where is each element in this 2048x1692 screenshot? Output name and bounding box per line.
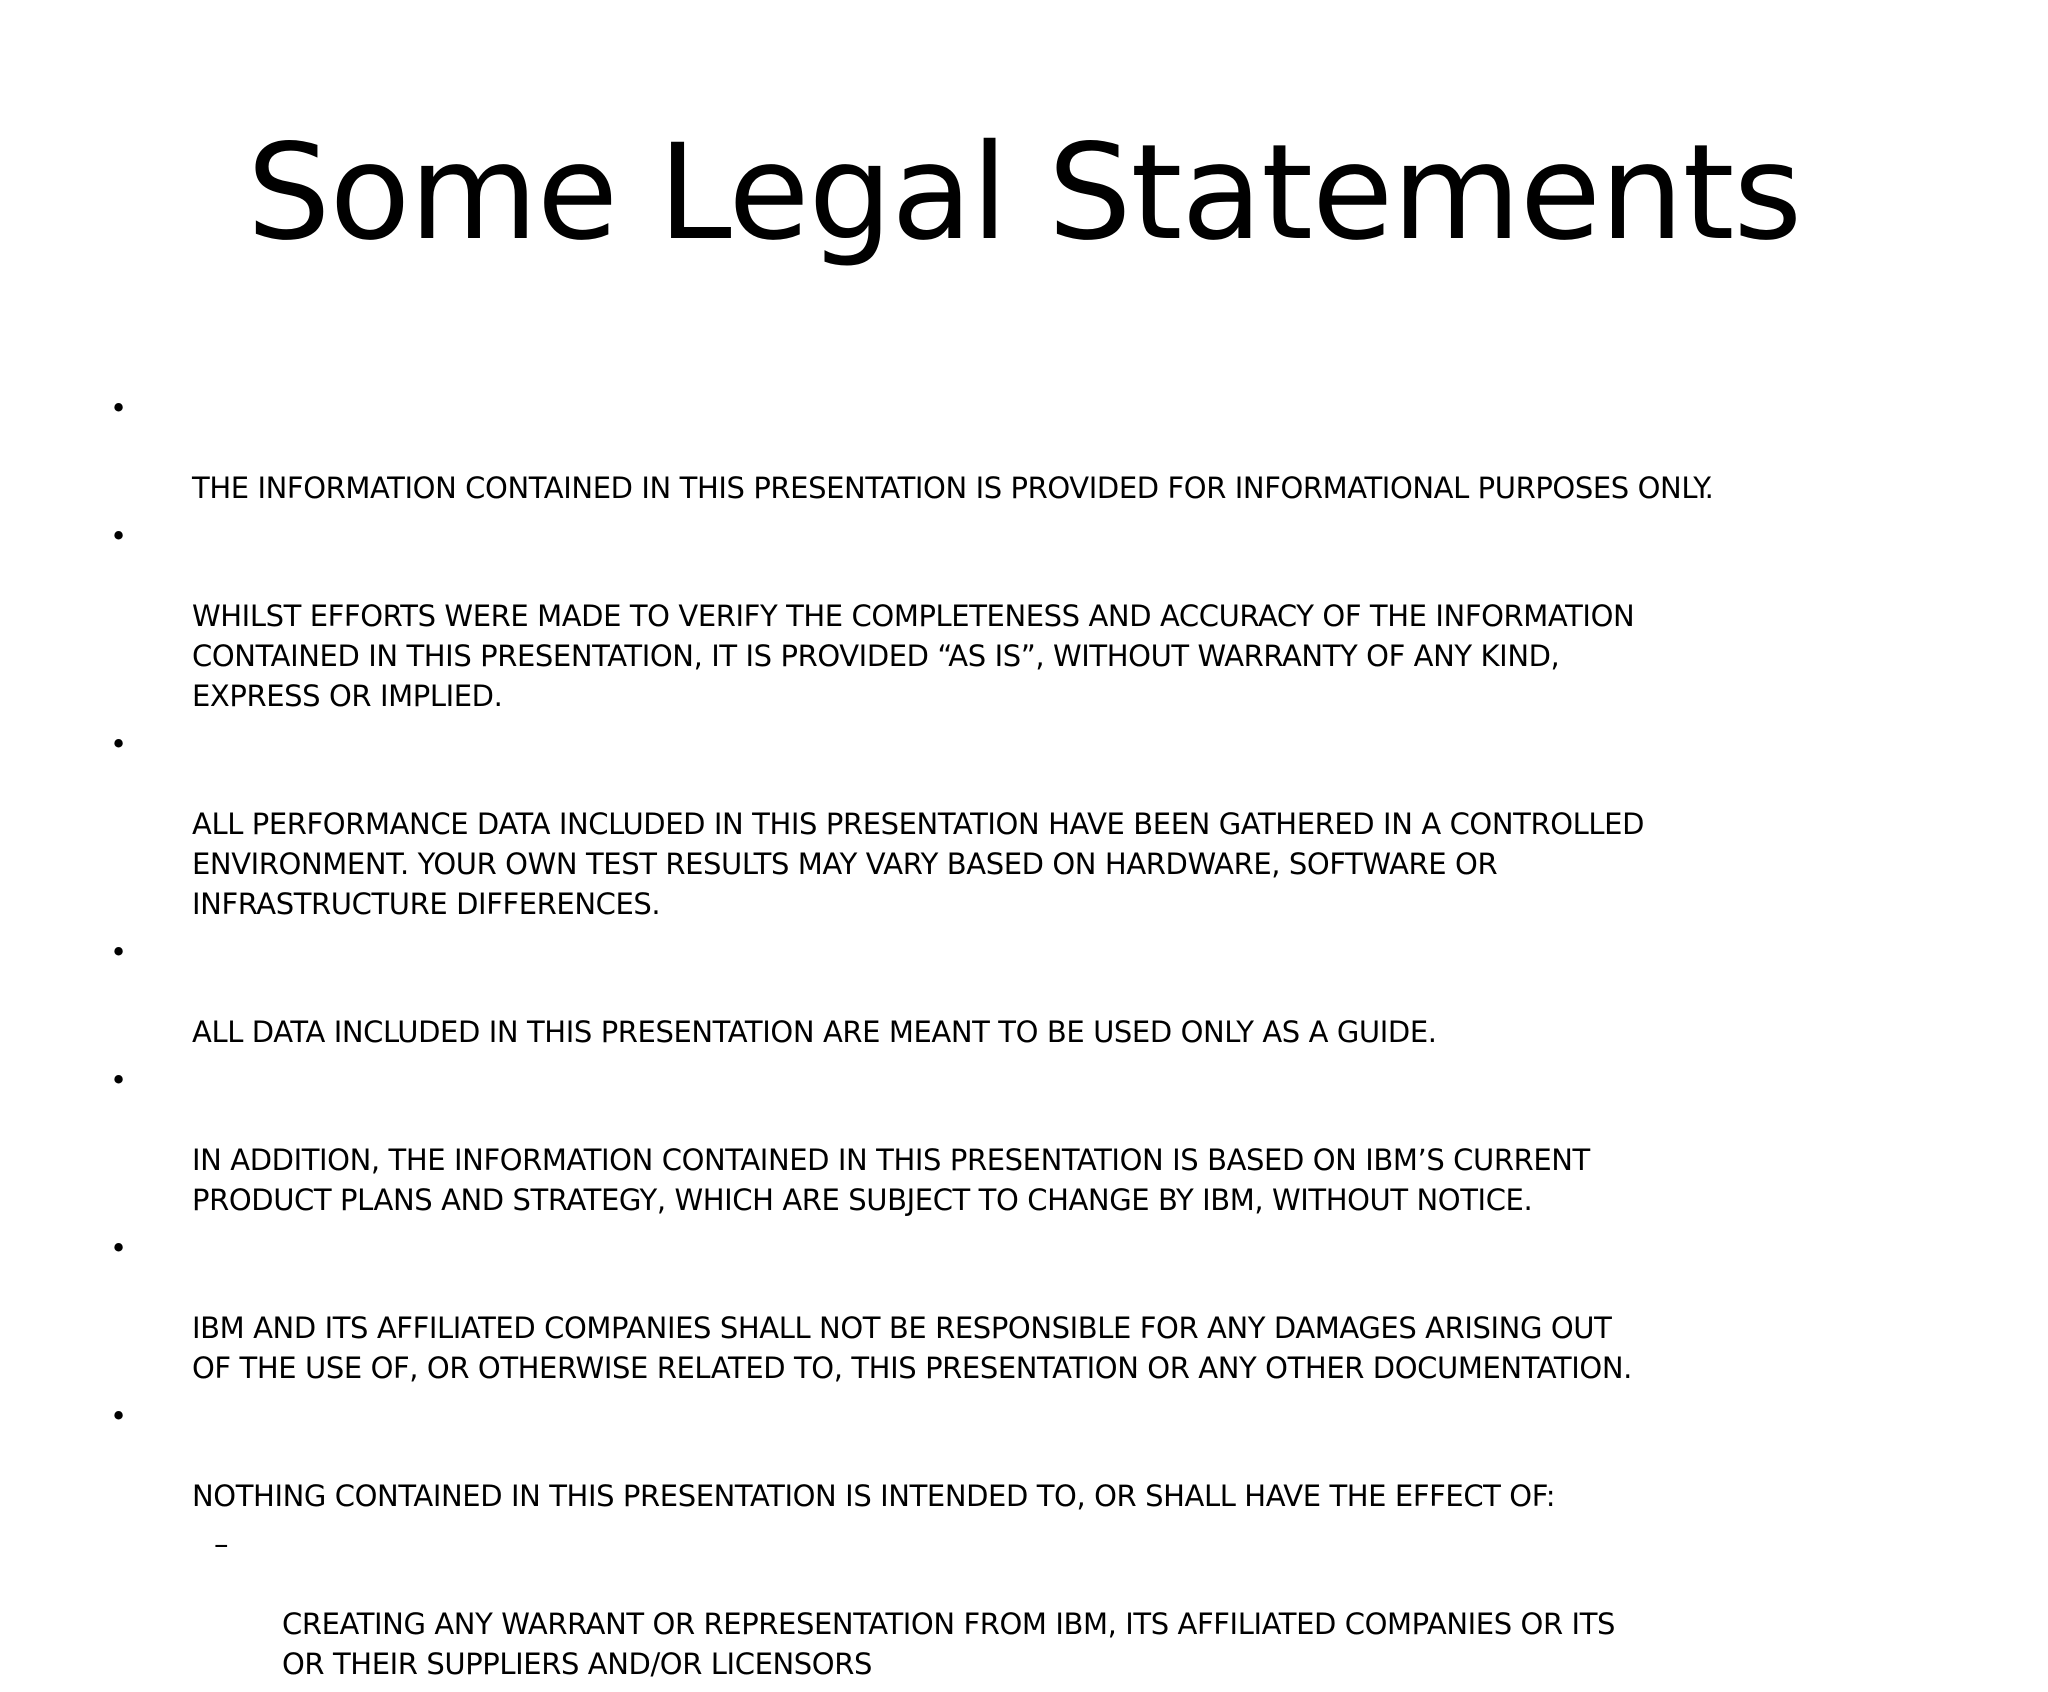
bullet-marker: • [110,1231,127,1265]
sub-bullet-marker: – [214,1527,229,1561]
bullet-text: WHILST EFFORTS WERE MADE TO VERIFY THE COMPLETENESS AND ACCURACY OF THE INFORMATION CONTAINED IN THIS PRESENTATION, IT IS PROVIDED “AS IS”, WITHOUT WARRANTY OF ANY KIND, EXPRESS OR IMPLIED. [192,599,1635,713]
bullet-marker: • [110,519,127,553]
bullet-marker: • [110,935,127,969]
bullet-text: THE INFORMATION CONTAINED IN THIS PRESENTATION IS PROVIDED FOR INFORMATIONAL PURPOSES ONLY. [192,471,1714,505]
bullet-text: ALL PERFORMANCE DATA INCLUDED IN THIS PRESENTATION HAVE BEEN GATHERED IN A CONTROLLED ENVIRONMENT. YOUR OWN TEST RESULTS MAY VARY BASED ON HARDWARE, SOFTWARE OR INFRASTRUCTURE DIFFERENCES. [192,807,1644,921]
bullet-item [110,388,1810,508]
bullet-item [110,1396,1810,1516]
bullet-text: ALL DATA INCLUDED IN THIS PRESENTATION ARE MEANT TO BE USED ONLY AS A GUIDE. [192,1015,1437,1049]
bullet-item [110,516,1810,716]
sub-bullet-item [110,1524,1810,1684]
bullet-marker: • [110,727,127,761]
bullet-item [110,724,1810,924]
bullet-text: IBM AND ITS AFFILIATED COMPANIES SHALL NOT BE RESPONSIBLE FOR ANY DAMAGES ARISING OUT OF THE USE OF, OR OTHERWISE RELATED TO, THIS PRESENTATION OR ANY OTHER DOCUMENTATION. [192,1311,1632,1385]
bullet-text: NOTHING CONTAINED IN THIS PRESENTATION IS INTENDED TO, OR SHALL HAVE THE EFFECT OF: [192,1479,1556,1513]
bullet-marker: • [110,391,127,425]
sub-bullet-text: CREATING ANY WARRANT OR REPRESENTATION FROM IBM, ITS AFFILIATED COMPANIES OR ITS OR THEIR SUPPLIERS AND/OR LICENSORS [282,1607,1616,1681]
bullet-item [110,1228,1810,1388]
bullet-marker: • [110,1399,127,1433]
slide-body [110,388,1810,1692]
bullet-text: IN ADDITION, THE INFORMATION CONTAINED IN THIS PRESENTATION IS BASED ON IBM’S CURRENT PRODUCT PLANS AND STRATEGY, WHICH ARE SUBJECT TO CHANGE BY IBM, WITHOUT NOTICE. [192,1143,1590,1217]
bullet-item [110,932,1810,1052]
bullet-item [110,1060,1810,1220]
bullet-marker: • [110,1063,127,1097]
slide-title: Some Legal Statements [246,116,1802,270]
